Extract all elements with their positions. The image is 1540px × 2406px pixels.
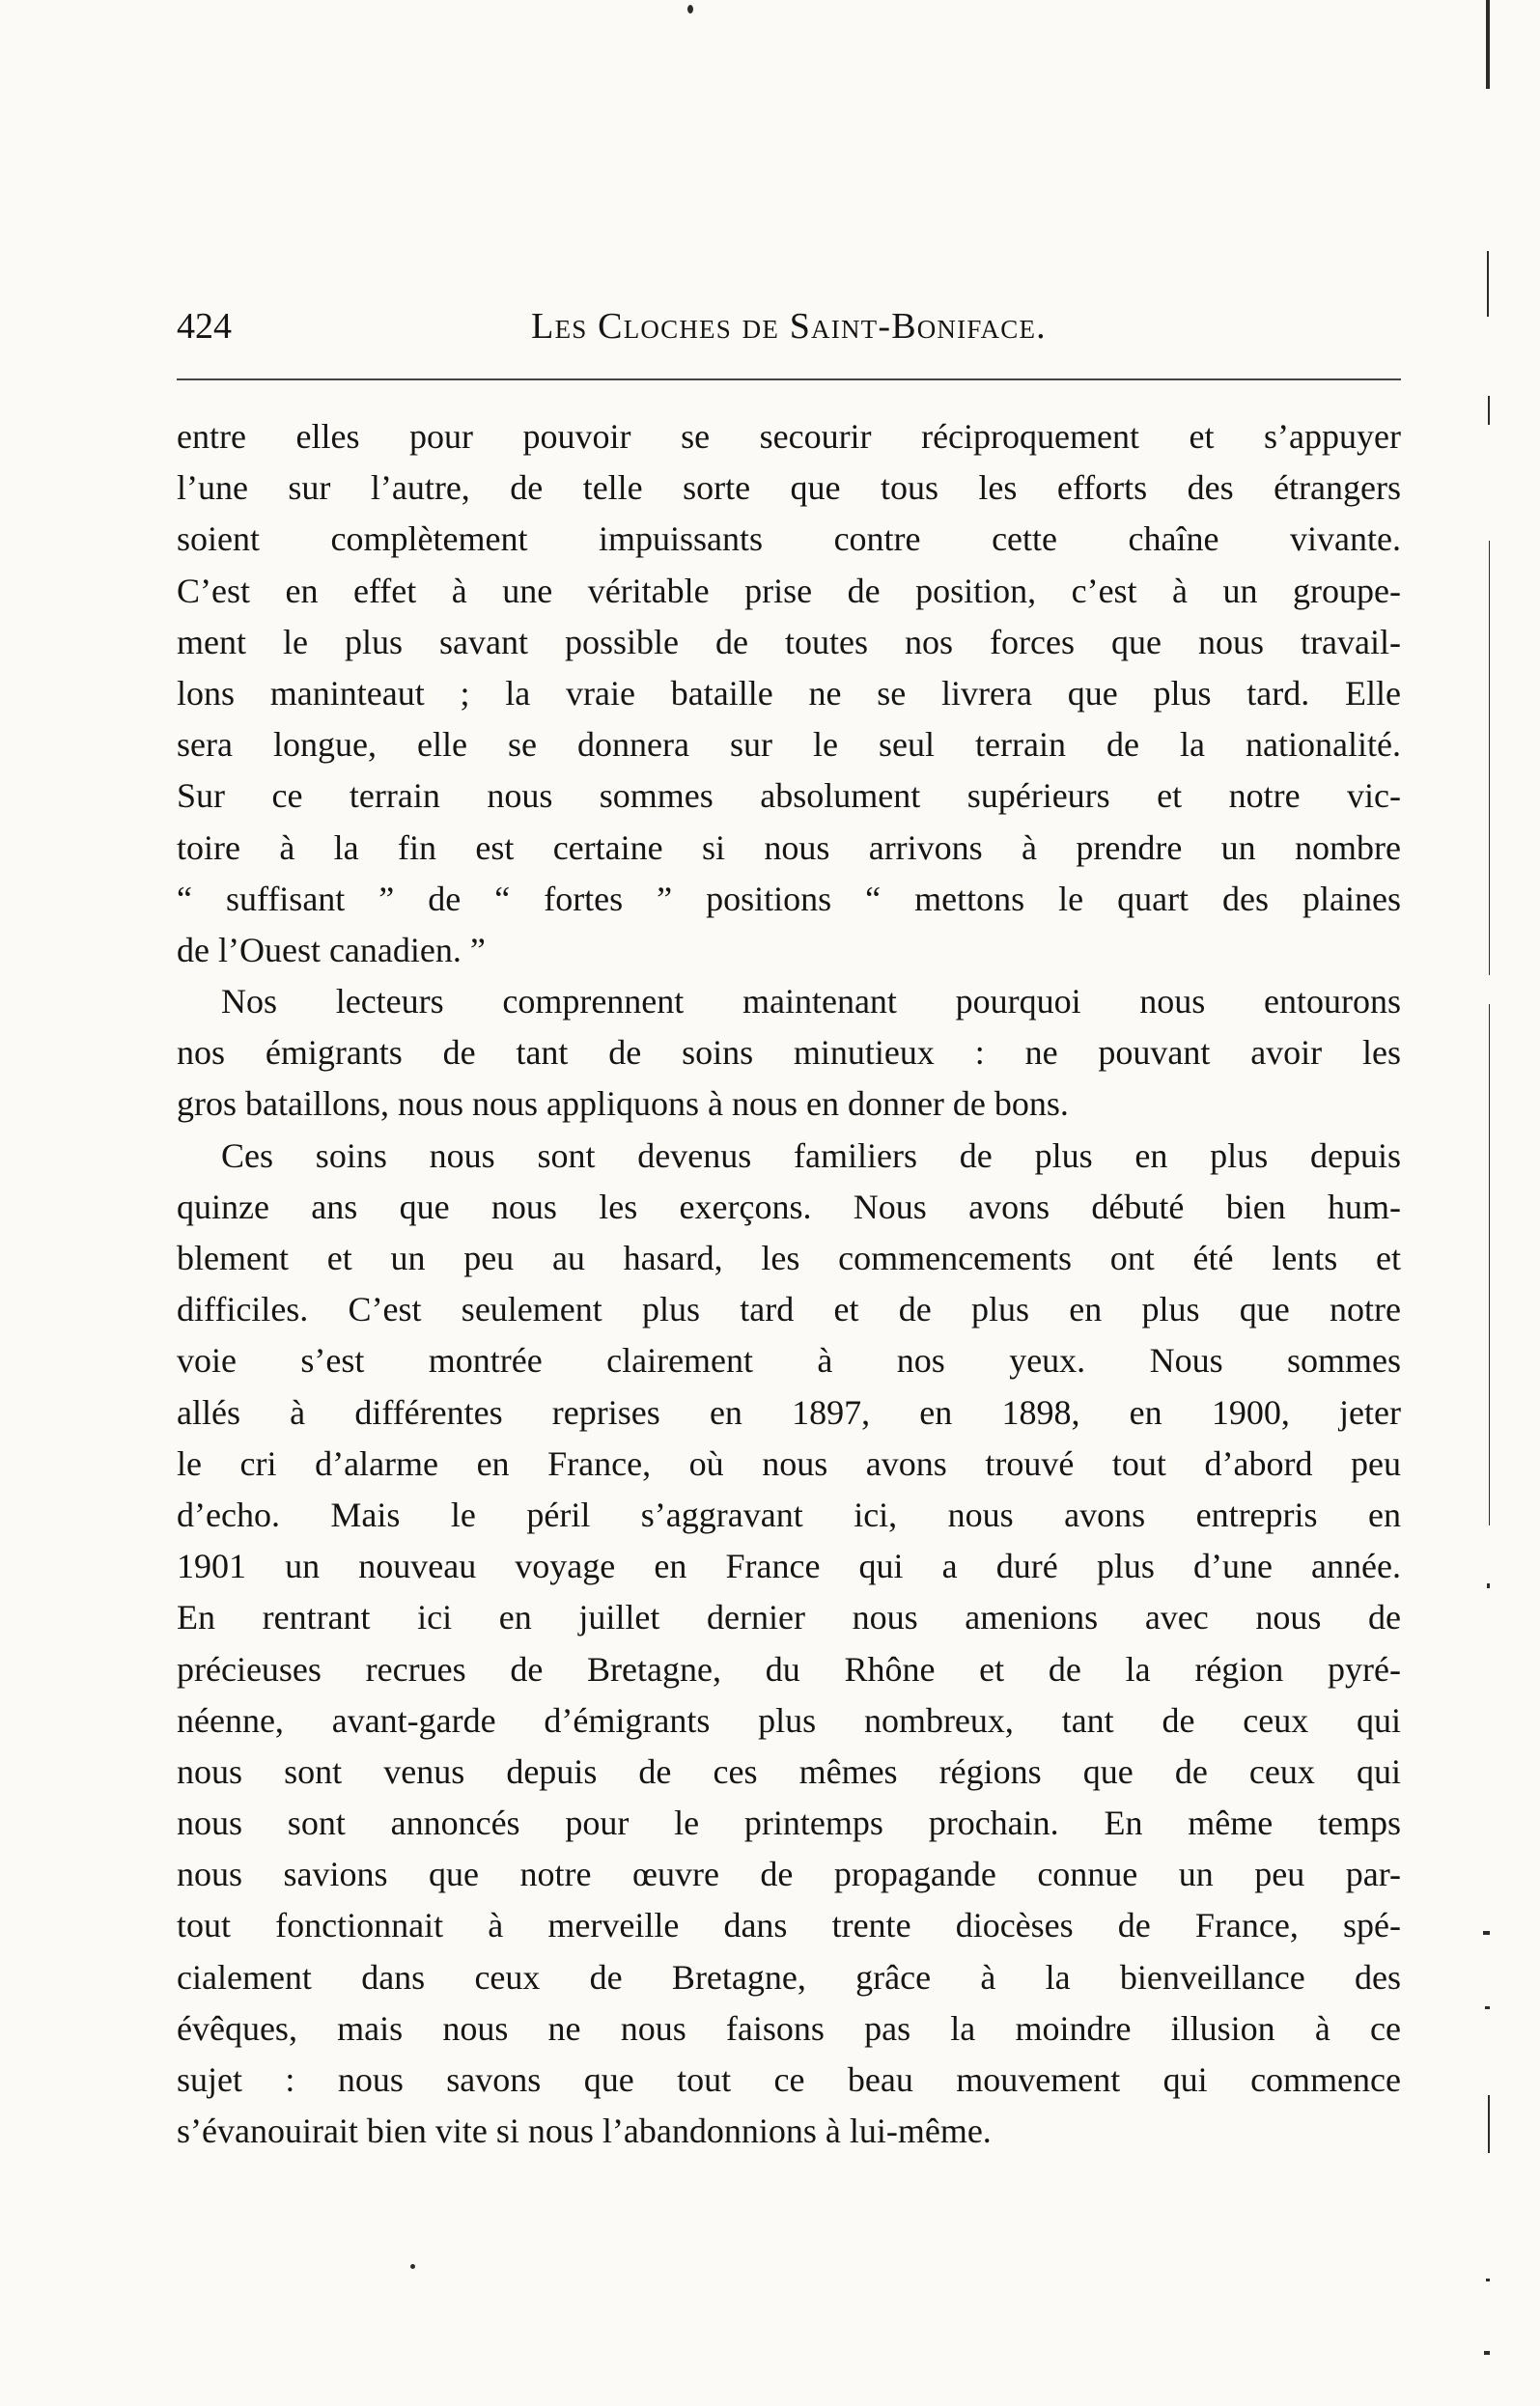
text-line: Sur ce terrain nous sommes absolument supérieurs et notre vic- — [177, 776, 1401, 816]
paragraph-start-line: Nos lecteurs comprennent maintenant pourquoi nous entourons — [221, 982, 1401, 1021]
text-line: nos émigrants de tant de soins minutieux : ne pouvant avoir les — [177, 1033, 1401, 1073]
binding-edge-mark — [1488, 396, 1490, 425]
paragraph-end-line: s’évanouirait bien vite si nous l’abandonnions à lui-même. — [177, 2112, 992, 2151]
text-line: ment le plus savant possible de toutes nos forces que nous travail- — [177, 622, 1401, 661]
text-line: l’une sur l’autre, de telle sorte que tous les efforts des étrangers — [177, 468, 1401, 508]
binding-edge-mark — [1488, 2095, 1490, 2153]
running-title: Les Cloches de Saint-Boniface. — [531, 306, 1047, 347]
body-text — [177, 411, 1401, 2157]
binding-edge-mark — [1486, 0, 1490, 89]
binding-edge-mark — [1485, 2006, 1490, 2009]
text-line: allés à différentes reprises en 1897, en 1898, en 1900, jeter — [177, 1392, 1401, 1432]
text-line: C’est en effet à une véritable prise de position, c’est à un groupe- — [177, 571, 1401, 610]
text-line: difficiles. C’est seulement plus tard et de plus en plus que notre — [177, 1290, 1401, 1329]
top-ink-dot — [687, 5, 693, 14]
paragraph-end-line: gros bataillons, nous nous appliquons à nous en donner de bons. — [177, 1084, 1069, 1124]
text-line: évêques, mais nous ne nous faisons pas la moindre illusion à ce — [177, 2008, 1401, 2048]
paragraph-start-line: Ces soins nous sont devenus familiers de plus en plus depuis — [221, 1135, 1401, 1175]
text-line: cialement dans ceux de Bretagne, grâce à la bienveillance des — [177, 1957, 1401, 1997]
page-number: 424 — [177, 306, 232, 347]
text-line: quinze ans que nous les exerçons. Nous avons débuté bien hum- — [177, 1187, 1401, 1226]
text-line: sujet : nous savons que tout ce beau mouvement qui commence — [177, 2060, 1401, 2099]
binding-edge-mark — [1489, 541, 1490, 975]
binding-edge-mark — [1484, 2351, 1490, 2355]
text-line: toire à la fin est certaine si nous arrivons à prendre un nombre — [177, 827, 1401, 867]
text-line: soient complètement impuissants contre cette chaîne vivante. — [177, 519, 1401, 559]
paragraph-end-line: de l’Ouest canadien. ” — [177, 930, 486, 969]
text-line: tout fonctionnait à merveille dans trente diocèses de France, spé- — [177, 1906, 1401, 1945]
text-line: sera longue, elle se donnera sur le seul terrain de la nationalité. — [177, 725, 1401, 765]
text-line: En rentrant ici en juillet dernier nous amenions avec nous de — [177, 1598, 1401, 1637]
text-line: 1901 un nouveau voyage en France qui a duré plus d’une année. — [177, 1547, 1401, 1586]
text-line: blement et un peu au hasard, les commencements ont été lents et — [177, 1239, 1401, 1277]
text-line: lons maninteaut ; la vraie bataille ne se livrera que plus tard. Elle — [177, 673, 1401, 713]
text-line: voie s’est montrée clairement à nos yeux. Nous sommes — [177, 1341, 1401, 1381]
bottom-left-ink-dot — [410, 2264, 415, 2269]
text-line: nous sont annoncés pour le printemps prochain. En même temps — [177, 1804, 1401, 1843]
binding-edge-mark — [1487, 1583, 1490, 1588]
text-line: nous savions que notre œuvre de propagande connue un peu par- — [177, 1855, 1401, 1894]
binding-edge — [1482, 0, 1490, 2406]
text-line: nous sont venus depuis de ces mêmes régions que de ceux qui — [177, 1751, 1401, 1791]
binding-edge-mark — [1486, 2279, 1490, 2281]
header-rule — [177, 378, 1401, 380]
text-line: d’echo. Mais le péril s’aggravant ici, nous avons entrepris en — [177, 1495, 1401, 1534]
text-line: entre elles pour pouvoir se secourir réciproquement et s’appuyer — [177, 417, 1401, 456]
text-line: néenne, avant-garde d’émigrants plus nombreux, tant de ceux qui — [177, 1700, 1401, 1740]
text-line: précieuses recrues de Bretagne, du Rhône et de la région pyré- — [177, 1649, 1401, 1689]
binding-edge-mark — [1489, 1004, 1490, 1525]
text-line: le cri d’alarme en France, où nous avons trouvé tout d’abord peu — [177, 1443, 1401, 1483]
binding-edge-mark — [1483, 1931, 1490, 1935]
binding-edge-mark — [1487, 251, 1489, 317]
text-line: “ suffisant ” de “ fortes ” positions “ mettons le quart des plaines — [177, 879, 1401, 918]
running-header — [177, 298, 1401, 354]
